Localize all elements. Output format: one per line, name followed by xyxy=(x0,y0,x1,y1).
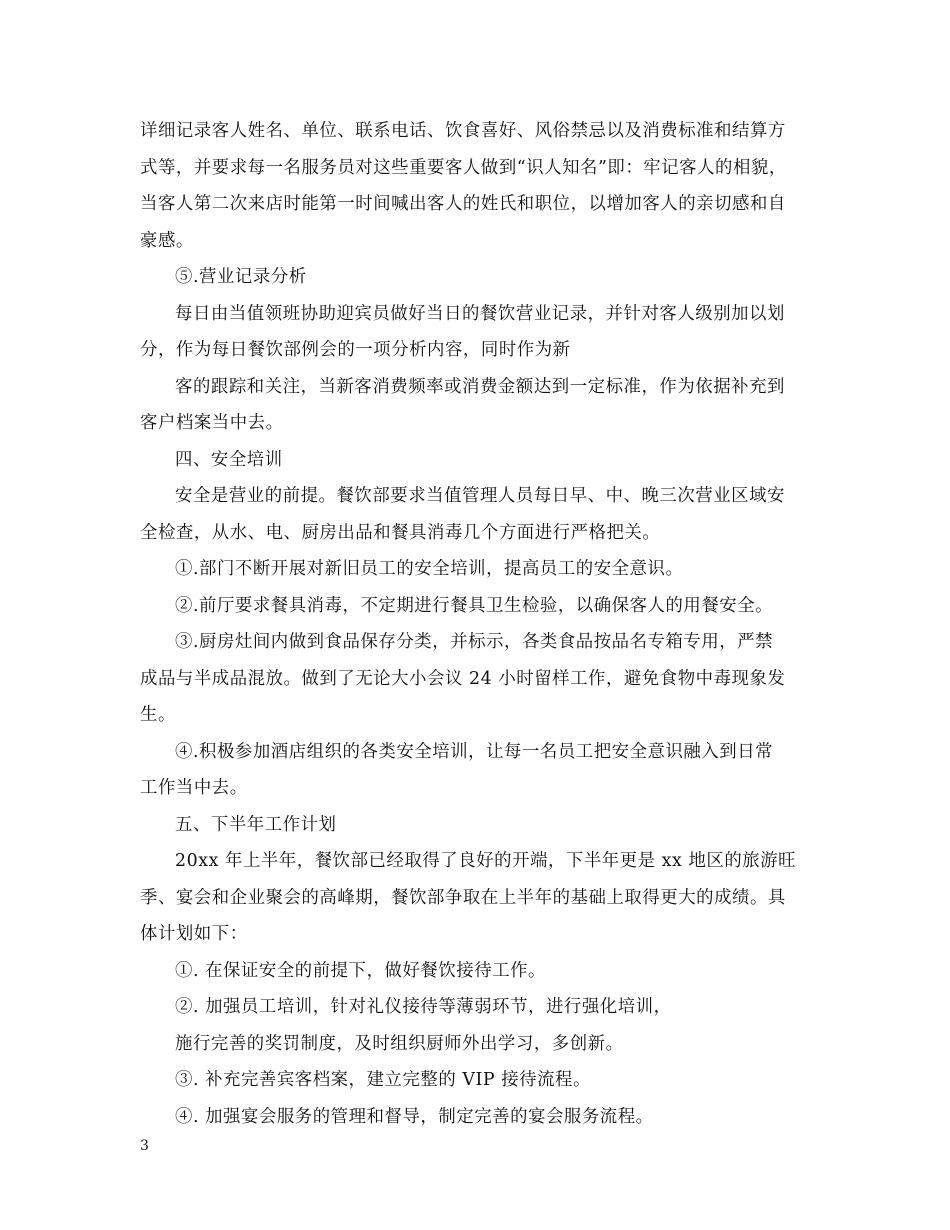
list-item: ②. 加强员工培训，针对礼仪接待等薄弱环节，进行强化培训， xyxy=(175,997,672,1017)
text-line: 季、宴会和企业聚会的高峰期，餐饮部争取在上半年的基础上取得更大的成绩。具 xyxy=(140,887,786,908)
text-line: 每日由当值领班协助迎宾员做好当日的餐饮营业记录，并针对客人级别加以划 xyxy=(175,303,785,324)
section-heading: 四、安全培训 xyxy=(175,449,283,470)
list-item: ④. 加强宴会服务的管理和督导，制定完善的宴会服务流程。 xyxy=(175,1106,654,1127)
text-line: 客户档案当中去。 xyxy=(140,413,284,433)
text-line: 全检查，从水、电、厨房出品和餐具消毒几个方面进行严格把关。 xyxy=(140,522,661,543)
text-line: 体计划如下： xyxy=(140,924,248,944)
page-number: 3 xyxy=(140,1138,149,1154)
text-line: 式等，并要求每一名服务员对这些重要客人做到“识人知名”即：牢记客人的相貌， xyxy=(140,157,787,178)
text-line: 豪感。 xyxy=(140,230,194,251)
text-line: 详细记录客人姓名、单位、联系电话、饮食喜好、风俗禁忌以及消费标准和结算方 xyxy=(140,121,786,141)
text-line: 安全是营业的前提。餐饮部要求当值管理人员每日早、中、晚三次营业区域安 xyxy=(175,486,785,506)
text-line: 20xx 年上半年，餐饮部已经取得了良好的开端，下半年更是 xx 地区的旅游旺 xyxy=(175,851,797,871)
section-heading: 五、下半年工作计划 xyxy=(175,814,337,835)
list-item: ②.前厅要求餐具消毒，不定期进行餐具卫生检验，以确保客人的用餐安全。 xyxy=(175,595,774,616)
list-item: ③.厨房灶间内做到食品保存分类，并标示，各类食品按品名专箱专用，严禁 xyxy=(175,632,774,652)
document-body xyxy=(140,113,812,1135)
section-heading: ⑤.营业记录分析 xyxy=(175,267,307,287)
text-line: 工作当中去。 xyxy=(140,778,248,798)
text-line: 客的跟踪和关注，当新客消费频率或消费金额达到一定标准，作为依据补充到 xyxy=(175,376,785,397)
list-item: ①. 在保证安全的前提下，做好餐饮接待工作。 xyxy=(175,960,546,981)
list-item: ①.部门不断开展对新旧员工的安全培训，提高员工的安全意识。 xyxy=(175,559,684,579)
text-line: 当客人第二次来店时能第一时间喊出客人的姓氏和职位，以增加客人的亲切感和自 xyxy=(140,194,786,214)
text-line: 生。 xyxy=(140,705,176,725)
list-item: ③. 补充完善宾客档案，建立完整的 VIP 接待流程。 xyxy=(175,1070,591,1090)
text-line: 施行完善的奖罚制度，及时组织厨师外出学习，多创新。 xyxy=(175,1033,624,1054)
text-line: 分，作为每日餐饮部例会的一项分析内容，同时作为新 xyxy=(140,340,571,360)
text-line: 成品与半成品混放。做到了无论大小会议 24 小时留样工作，避免食物中毒现象发 xyxy=(140,668,786,689)
list-item: ④.积极参加酒店组织的各类安全培训，让每一名员工把安全意识融入到日常 xyxy=(175,741,774,762)
